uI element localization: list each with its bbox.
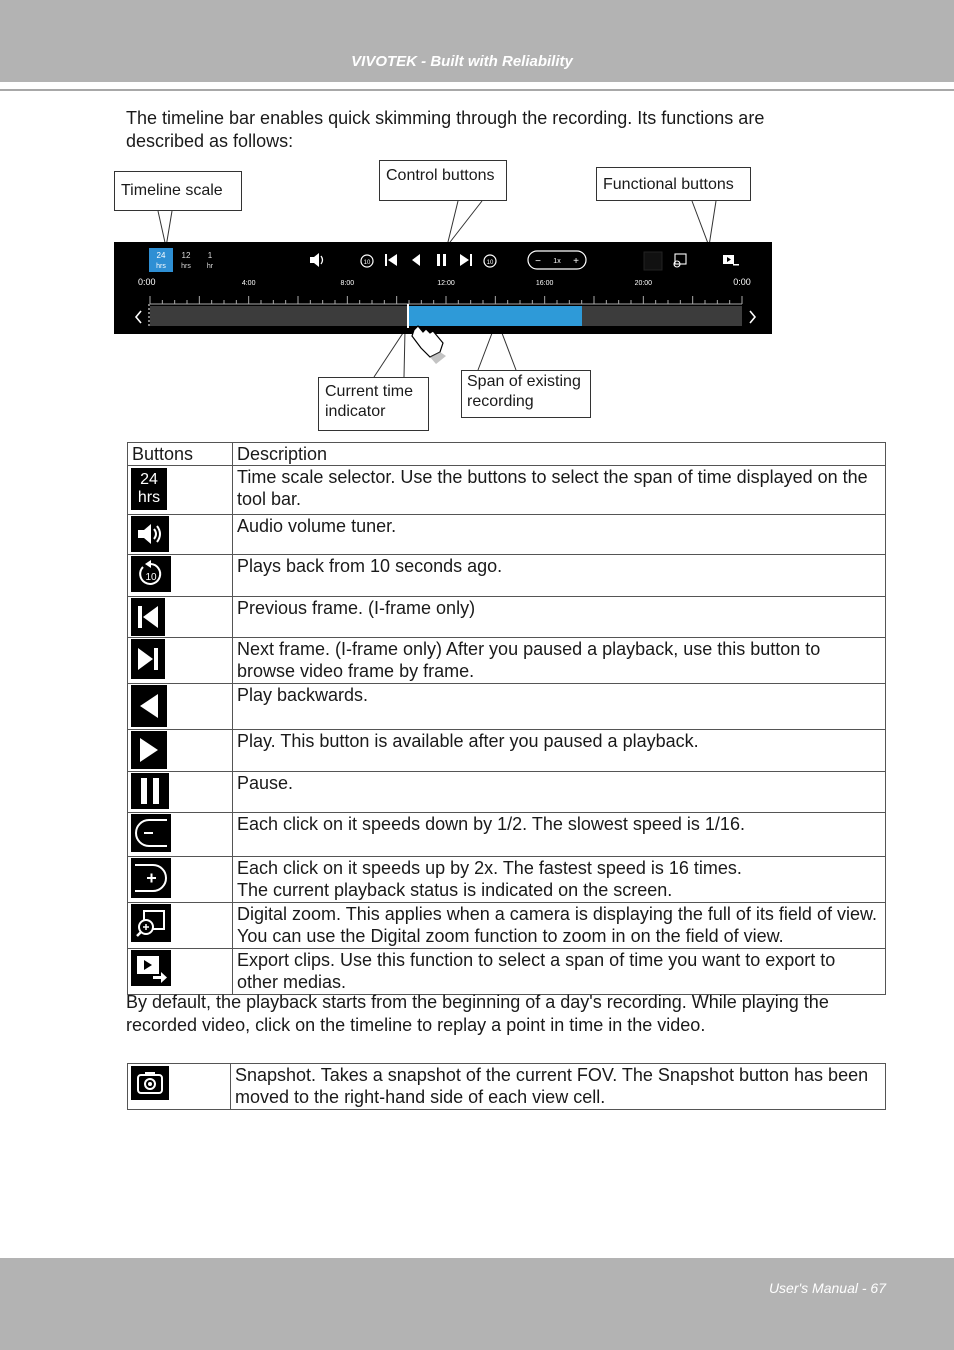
timeline-tick-label: 16:00 xyxy=(535,280,554,287)
col-buttons-header: Buttons xyxy=(128,443,233,466)
row-description: Play backwards. xyxy=(233,684,886,730)
svg-text:10: 10 xyxy=(145,572,157,583)
row-description: Each click on it speeds up by 2x. The fastest speed is 16 times. xyxy=(237,858,742,878)
table-row xyxy=(128,730,886,772)
page-number: User's Manual - 67 xyxy=(768,1280,886,1296)
table-row xyxy=(128,903,886,949)
callout-functional-buttons: Functional buttons xyxy=(596,167,751,201)
timeline-tick-label: 4:00 xyxy=(241,280,256,287)
next-frame-icon xyxy=(131,639,165,679)
speed-up-icon xyxy=(131,858,171,898)
scale-1-num: 1 xyxy=(207,251,213,260)
row-description: Each click on it speeds down by 1/2. The slowest speed is 1/16. xyxy=(233,813,886,857)
play-backwards-icon xyxy=(131,685,167,727)
toolbar-blank-square xyxy=(644,252,662,270)
play-icon xyxy=(131,731,167,769)
row-description-extra: The current playback status is indicated on the screen. xyxy=(237,880,673,900)
timeline-tick-label: 8:00 xyxy=(340,280,355,287)
buttons-table xyxy=(127,442,886,995)
table-row xyxy=(128,813,886,857)
speed-down-icon xyxy=(131,814,171,852)
time-scale-24hrs-icon: 24 hrs xyxy=(131,468,167,510)
table-row xyxy=(128,555,886,597)
timeline-tick-label: 0:00 xyxy=(733,277,751,287)
table-row xyxy=(128,949,886,995)
table-row xyxy=(128,684,886,730)
audio-volume-icon xyxy=(131,516,169,552)
row-description: Previous frame. (I-frame only) xyxy=(233,597,886,638)
table-row xyxy=(128,772,886,813)
table-row xyxy=(128,515,886,555)
row-description: Digital zoom. This applies when a camera is displaying the full of its field of view. You can use the Digital zoom function to zoom in on the field of view. xyxy=(233,903,886,949)
timeline-tick-label: 12:00 xyxy=(437,280,455,287)
timeline-tick-label: 20:00 xyxy=(634,280,653,287)
col-description-header: Description xyxy=(233,443,886,466)
callout-span-recording: Span of existing recording xyxy=(461,370,591,418)
header-title: VIVOTEK - Built with Reliability xyxy=(351,53,573,70)
footer-band xyxy=(0,1258,954,1350)
row-description: Export clips. Use this function to select a span of time you want to export to other medias. xyxy=(233,949,886,995)
row-description: Plays back from 10 seconds ago. xyxy=(233,555,886,597)
svg-text:10: 10 xyxy=(363,260,371,266)
scale-12-num: 12 xyxy=(181,251,191,260)
export-clips-icon xyxy=(131,950,171,986)
table-row xyxy=(128,597,886,638)
table-row xyxy=(128,857,886,903)
table-row xyxy=(128,466,886,515)
table-header-row xyxy=(128,443,886,466)
snapshot-description: Snapshot. Takes a snapshot of the current FOV. The Snapshot button has been moved to the right-hand side of each view cell. xyxy=(231,1064,886,1110)
row-description: Pause. xyxy=(233,772,886,813)
digital-zoom-icon xyxy=(131,904,171,942)
recording-span-bar xyxy=(407,306,582,326)
table-row xyxy=(128,1064,886,1110)
outro-paragraph: By default, the playback starts from the beginning of a day's recording. While playing the recorded video, click on the timeline to replay a point in time in the video. xyxy=(126,992,829,1035)
timeline-tick-label: 0:00 xyxy=(138,277,156,287)
replay-10-seconds-icon xyxy=(131,556,171,592)
row-description: Audio volume tuner. xyxy=(233,515,886,555)
previous-frame-icon xyxy=(131,598,165,636)
svg-text:10: 10 xyxy=(486,260,494,266)
table-row xyxy=(128,638,886,684)
row-description: Next frame. (I-frame only) After you paused a playback, use this button to browse video frame by frame. xyxy=(233,638,886,684)
row-description: Play. This button is available after you paused a playback. xyxy=(233,730,886,772)
callout-timeline-scale: Timeline scale xyxy=(114,171,242,211)
toolbar-speed-label: 1x xyxy=(553,258,561,265)
pause-icon xyxy=(131,773,169,809)
scale-1-unit: hr xyxy=(206,263,214,270)
svg-text:−: − xyxy=(535,256,541,267)
row-description: Time scale selector. Use the buttons to select the span of time displayed on the tool bar. xyxy=(233,466,886,515)
intro-paragraph: The timeline bar enables quick skimming through the recording. Its functions are described as follows: xyxy=(126,108,765,151)
snapshot-table xyxy=(127,1063,886,1110)
callout-control-buttons: Control buttons xyxy=(379,160,507,201)
scale-24-num: 24 xyxy=(156,251,166,260)
callout-current-time: Current time indicator xyxy=(318,377,429,431)
scale-12-unit: hrs xyxy=(181,263,191,270)
scale-24-unit: hrs xyxy=(156,263,166,270)
snapshot-camera-icon xyxy=(131,1066,169,1100)
svg-text:+: + xyxy=(573,256,579,267)
